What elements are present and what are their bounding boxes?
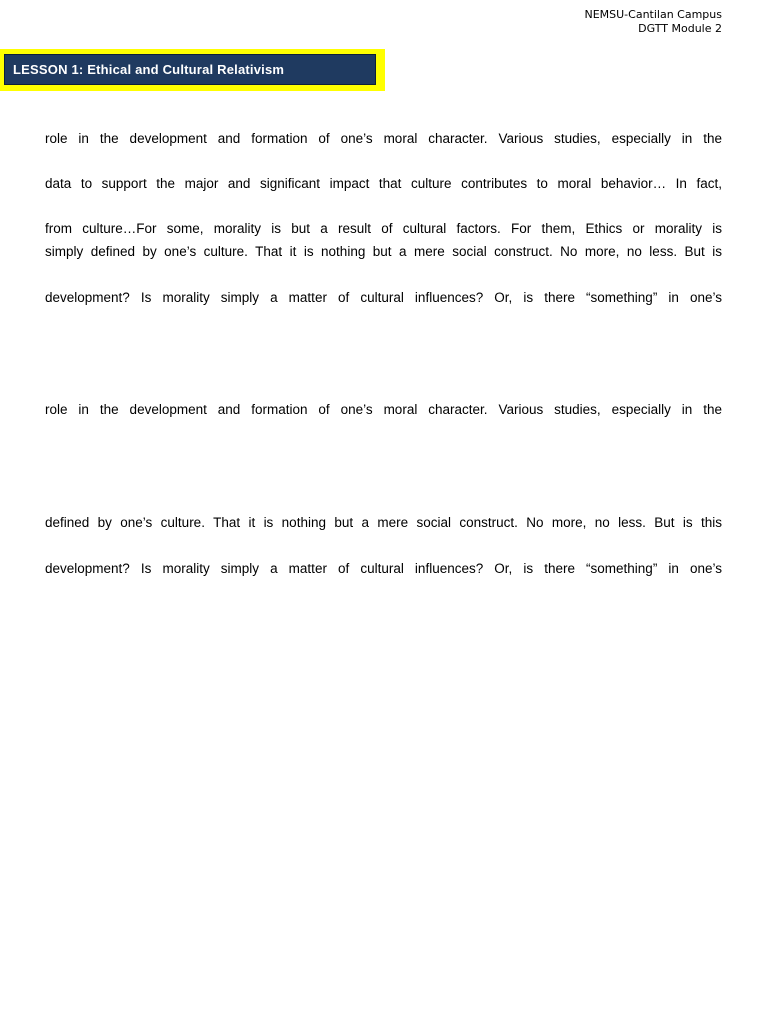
body-text-line: development? Is morality simply a matter of cultural influences? Or, is there “something” in one’s xyxy=(45,561,722,576)
header-campus: NEMSU-Cantilan Campus xyxy=(584,8,722,21)
body-text-line: development? Is morality simply a matter of cultural influences? Or, is there “something” in one’s xyxy=(45,290,722,305)
body-text-line: defined by one’s culture. That it is nothing but a mere social construct. No more, no less. But is this xyxy=(45,515,722,530)
header-module: DGTT Module 2 xyxy=(638,22,722,35)
lesson-banner xyxy=(4,54,376,85)
body-text-line: role in the development and formation of one’s moral character. Various studies, especially in the xyxy=(45,131,722,146)
body-text-line: role in the development and formation of one’s moral character. Various studies, especially in the xyxy=(45,402,722,417)
body-text-line: from culture…For some, morality is but a result of cultural factors. For them, Ethics or morality is xyxy=(45,221,722,236)
body-text-line: simply defined by one’s culture. That it is nothing but a mere social construct. No more, no less. But is xyxy=(45,244,722,259)
body-text-line: data to support the major and significant impact that culture contributes to moral behavior… In fact, xyxy=(45,176,722,191)
lesson-banner-highlight xyxy=(0,49,385,91)
lesson-title: LESSON 1: Ethical and Cultural Relativism xyxy=(13,62,285,77)
page-header xyxy=(584,8,722,36)
